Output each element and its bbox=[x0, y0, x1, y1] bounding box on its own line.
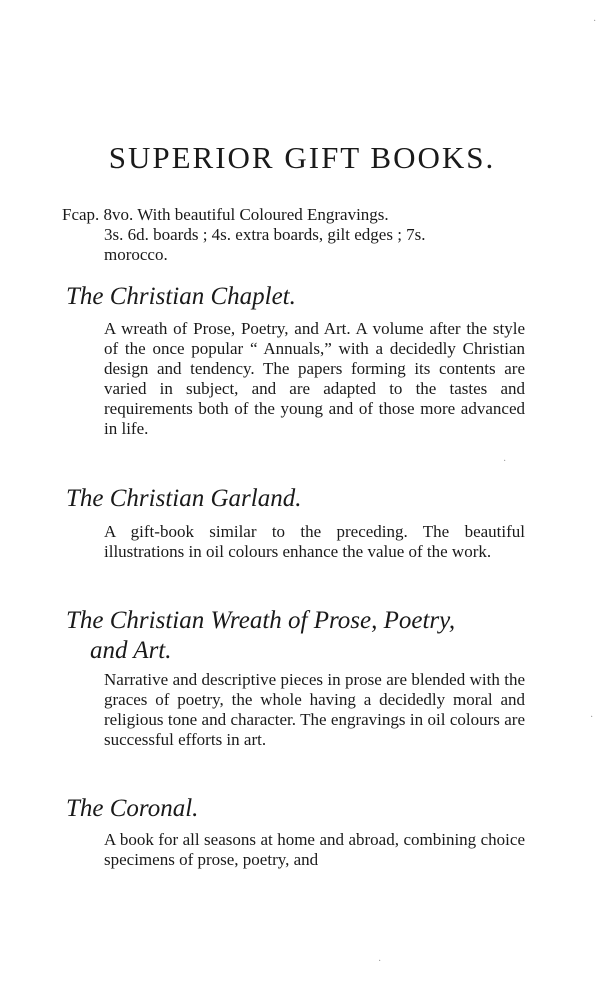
print-speck: · bbox=[378, 956, 382, 967]
print-speck: · bbox=[503, 456, 507, 467]
print-speck: · bbox=[590, 712, 594, 723]
intro-line-1: Fcap. 8vo. With beautiful Coloured Engravings. bbox=[62, 205, 389, 224]
entry-description-text: A gift-book similar to the preceding. The beautiful illustrations in oil colours enhance the value of the work. bbox=[104, 522, 525, 561]
entry-title-line-1: The Christian Wreath of Prose, Poetry, bbox=[66, 607, 456, 634]
format-price-note bbox=[62, 205, 532, 265]
entry-description-text: Narrative and descriptive pieces in prose are blended with the graces of poetry, the whole having a decidedly moral and religious tone and character. The engravings in oil colours are successful efforts in art. bbox=[104, 670, 525, 749]
entry-description-text: A book for all seasons at home and abroad, combining choice specimens of prose, poetry, and bbox=[104, 830, 525, 869]
entry-description-christian-wreath bbox=[104, 670, 525, 750]
entry-description-coronal bbox=[104, 830, 525, 870]
entry-title-coronal: The Coronal. bbox=[66, 795, 199, 822]
page-heading: SUPERIOR GIFT BOOKS. bbox=[108, 140, 496, 175]
print-speck: · bbox=[593, 16, 597, 27]
entry-title-line-2: and Art. bbox=[90, 637, 172, 664]
intro-line-2: 3s. 6d. boards ; 4s. extra boards, gilt edges ; 7s. bbox=[104, 225, 426, 244]
entry-title-christian-chaplet: The Christian Chaplet. bbox=[66, 283, 296, 310]
entry-description-text: A wreath of Prose, Poetry, and Art. A volume after the style of the once popular “ Annuals,” with a decidedly Christian design and tendency. The papers forming its contents are varied in subject, and are adapted to the tastes and requirements both of the young and of those more advanced in life. bbox=[104, 319, 525, 438]
entry-description-christian-garland bbox=[104, 522, 525, 562]
entry-title-christian-wreath bbox=[66, 606, 536, 666]
intro-line-3: morocco. bbox=[104, 245, 168, 264]
entry-description-christian-chaplet bbox=[104, 319, 525, 439]
entry-title-christian-garland: The Christian Garland. bbox=[66, 485, 302, 512]
